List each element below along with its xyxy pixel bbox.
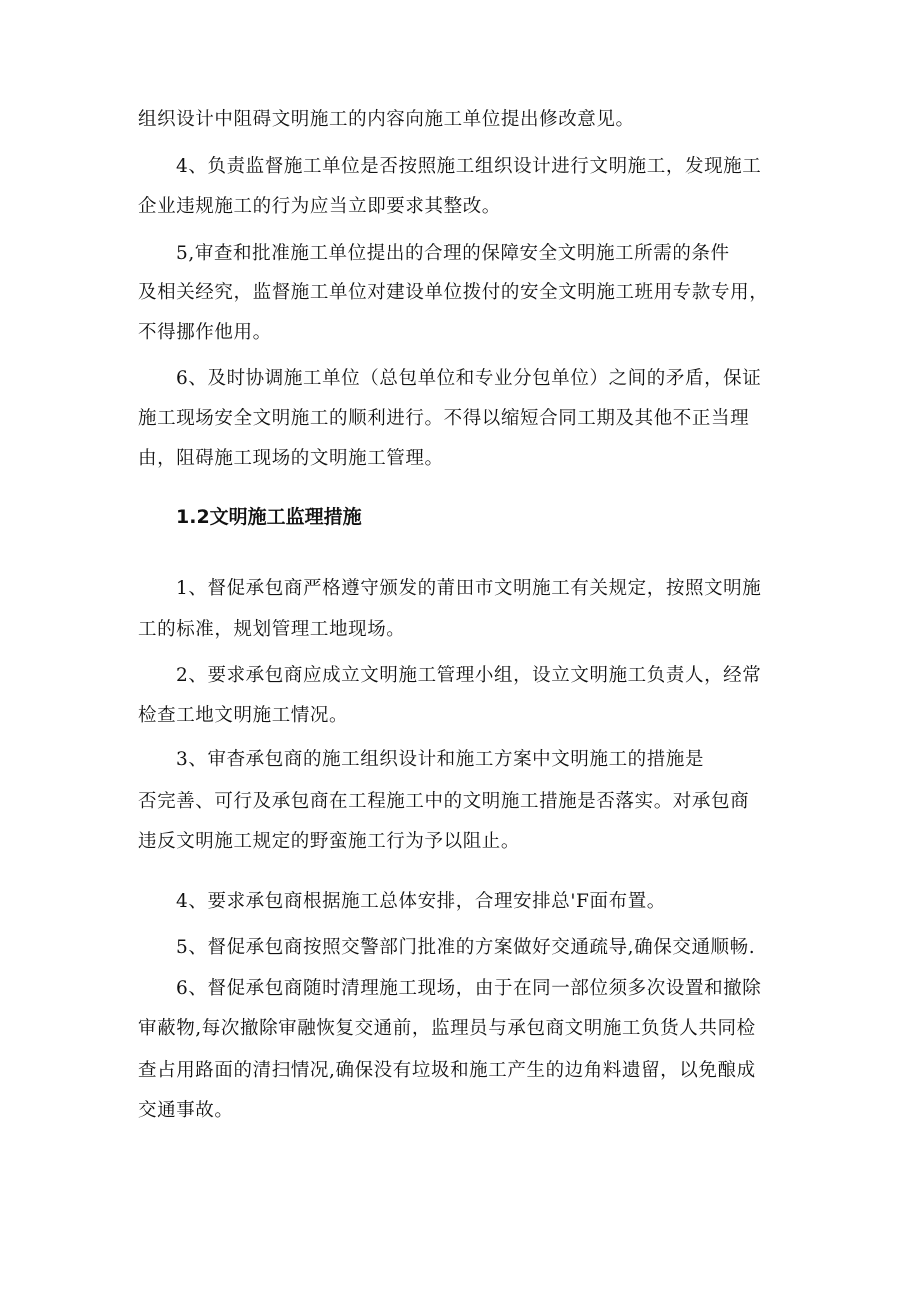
item-3-line-1: 3、审杳承包商的施工组织设计和施工方案中文明施工的措施是	[176, 749, 705, 770]
paragraph-6-line-1: 6、及时协调施工单位（总包单位和专业分包单位）之间的矛盾，保证	[176, 368, 762, 389]
item-3-line-3: 违反文明施工规定的野蛮施工行为予以阻止。	[138, 831, 521, 852]
paragraph-5-line-2: 及相关经究，监督施工单位对建设单位拨付的安全文明施工班用专款专用，	[138, 282, 769, 303]
item-5-line-1: 5、督促承包商按照交警部门批准的方案做好交通疏导,确保交通顺畅.	[176, 937, 756, 958]
item-6-line-3: 查占用路面的清扫情况,确保没有垃圾和施工产生的边角料遗留，以免酿成	[138, 1060, 756, 1081]
item-2-line-2: 检查工地文明施工情况。	[138, 705, 349, 726]
section-heading: 1.2文明施工监理措施	[176, 506, 362, 528]
item-4-line-1: 4、要求承包商根据施工总体安排，合理安排总'F面布置。	[176, 891, 666, 912]
item-1-line-1: 1、督促承包商严格遵守颁发的莆田市文明施工有关规定，按照文明施	[176, 578, 762, 599]
item-6-line-2: 审蔽物,每次撤除审融恢复交通前，监理员与承包商文明施工负货人共同检	[138, 1018, 756, 1039]
item-1-line-2: 工的标准，规划管理工地现场。	[138, 619, 406, 640]
item-6-line-4: 交通事故。	[138, 1100, 234, 1121]
paragraph-5-line-3: 不得挪作他用。	[138, 322, 272, 343]
paragraph-3-line-1: 组织设计中阻碍文明施工的内容向施工单位提出修改意见。	[138, 109, 635, 130]
paragraph-6-line-2: 施工现场安全文明施工的顺利进行。不得以缩短合同工期及其他不正当理	[138, 408, 750, 429]
paragraph-4-line-2: 企业违规施工的行为应当立即要求其整改。	[138, 196, 501, 217]
item-6-line-1: 6、督促承包商随时清理施工现场，由于在同一部位须多次设置和撤除	[176, 978, 762, 999]
item-3-line-2: 否完善、可行及承包商在工程施工中的文明施工措施是否落实。对承包商	[138, 791, 750, 812]
paragraph-6-line-3: 由，阻碍施工现场的文明施工管理。	[138, 448, 444, 469]
item-2-line-1: 2、要求承包商应成立文明施工管理小组，设立文明施工负责人，经常	[176, 665, 762, 686]
paragraph-4-line-1: 4、负责监督施工单位是否按照施工组织设计进行文明施工，发现施工	[176, 156, 762, 177]
paragraph-5-line-1: 5,审查和批准施工单位提出的合理的保障安全文明施工所需的条件	[176, 243, 730, 264]
